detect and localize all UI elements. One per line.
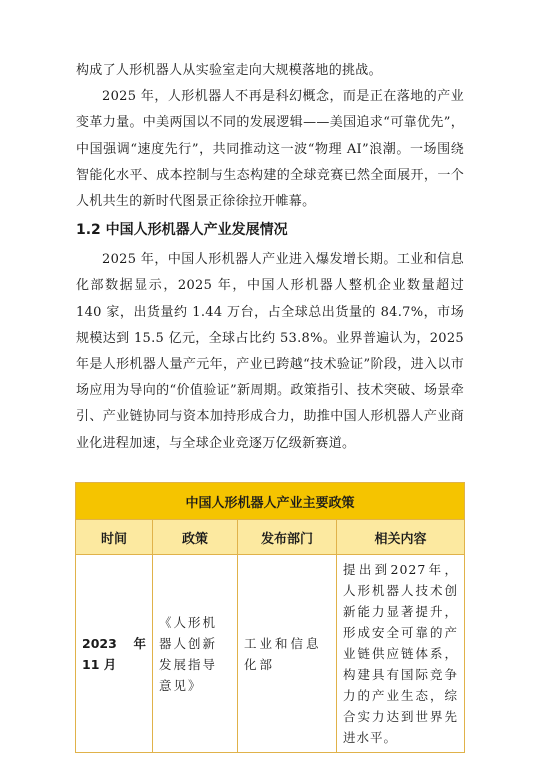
paragraph-china-industry: 2025 年，中国人形机器人产业进入爆发增长期。工业和信息化部数据显示，2025 年，中国人形机器人整机企业数量超过 140 家，出货量约 1.44 万台，占全球总出货量的 84.7%，市场规模达到 15.5 亿元，全球占比约 53.8%。业界普遍认为，2025 年是人形机器人量产元年，产业已跨越“技术验证”阶段，进入以市场应用为导向的“价值验证”新周期。政策指引、技术突破、场景牵引、产业链协同与资本加持形成合力，助推中国人形机器人产业商业化进程加速，与全球企业竞逐万亿级新赛道。 bbox=[76, 252, 464, 451]
cell-content: 提出到2027年，人形机器人技术创新能力显著提升，形成安全可靠的产业链供应链体系，构建具有国际竞争力的产业生态，综合实力达到世界先进水平。 bbox=[337, 555, 465, 753]
cell-dept: 工业和信息化部 bbox=[238, 555, 337, 753]
cell-time: 2023 年 11 月 bbox=[76, 555, 153, 753]
section-heading: 1.2 中国人形机器人产业发展情况 bbox=[76, 222, 288, 239]
policy-table bbox=[75, 482, 465, 753]
paragraph-2025-overview: 2025 年，人形机器人不再是科幻概念，而是正在落地的产业变革力量。中美两国以不同的发展逻辑——美国追求“可靠优先”，中国强调“速度先行”，共同推动这一波“物理 AI”浪潮。一场围绕智能化水平、成本控制与生态构建的全球竞赛已然全面展开，一个人机共生的新时代图景正徐徐拉开帷幕。 bbox=[76, 89, 464, 210]
table-row bbox=[76, 555, 465, 753]
document-body bbox=[76, 58, 464, 457]
column-header-dept: 发布部门 bbox=[238, 520, 337, 555]
policy-table-title: 中国人形机器人产业主要政策 bbox=[76, 483, 465, 520]
column-header-content: 相关内容 bbox=[337, 520, 465, 555]
column-header-policy: 政策 bbox=[153, 520, 238, 555]
paragraph-intro-end: 构成了人形机器人从实验室走向大规模落地的挑战。 bbox=[76, 63, 382, 78]
column-header-time: 时间 bbox=[76, 520, 153, 555]
cell-policy: 《人形机器人创新发展指导意见》 bbox=[153, 555, 238, 753]
